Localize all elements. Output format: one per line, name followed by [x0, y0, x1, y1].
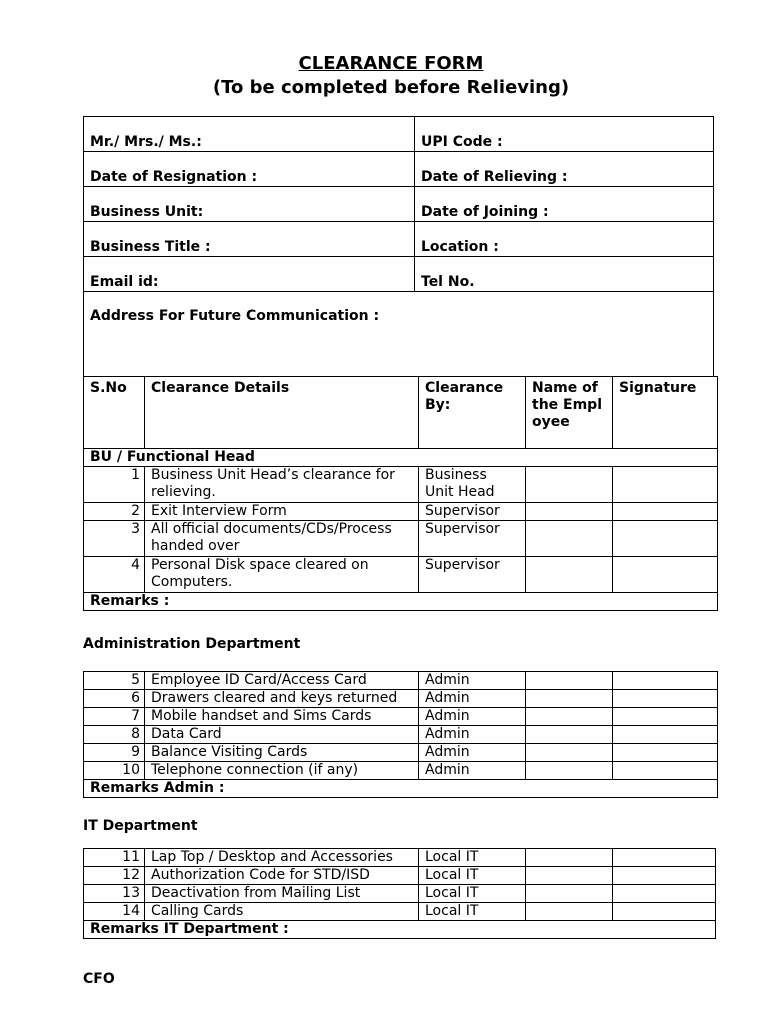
- clearance-by: Local IT: [419, 903, 526, 921]
- col-employee-name: Name of the Employee: [526, 377, 613, 449]
- clearance-by: Local IT: [419, 849, 526, 867]
- clearance-detail: Deactivation from Mailing List: [145, 885, 419, 903]
- admin-clearance-table: [83, 671, 718, 798]
- clearance-by: Admin: [419, 762, 526, 780]
- clearance-by: Local IT: [419, 885, 526, 903]
- col-sno: S.No: [84, 377, 145, 449]
- table-row: [84, 467, 718, 503]
- clearance-detail: Balance Visiting Cards: [145, 744, 419, 762]
- row-number: 6: [84, 690, 145, 708]
- employee-info-table: [83, 116, 714, 377]
- col-clearance-details: Clearance Details: [145, 377, 419, 449]
- clearance-detail: Lap Top / Desktop and Accessories: [145, 849, 419, 867]
- row-number: 2: [84, 503, 145, 521]
- clearance-by: Supervisor: [419, 503, 526, 521]
- employee-name-cell[interactable]: [526, 521, 613, 557]
- clearance-by: Admin: [419, 690, 526, 708]
- table-row: [84, 885, 716, 903]
- row-number: 11: [84, 849, 145, 867]
- employee-name-cell[interactable]: [526, 467, 613, 503]
- clearance-by: Supervisor: [419, 557, 526, 593]
- clearance-detail: Business Unit Head’s clearance for relieving.: [145, 467, 419, 503]
- employee-name-cell[interactable]: [526, 672, 613, 690]
- signature-cell[interactable]: [613, 867, 716, 885]
- table-row: [84, 672, 718, 690]
- info-row: [84, 222, 714, 257]
- clearance-detail: Authorization Code for STD/ISD: [145, 867, 419, 885]
- table-row: [84, 762, 718, 780]
- remarks-admin-field[interactable]: Remarks Admin :: [84, 780, 718, 798]
- row-number: 8: [84, 726, 145, 744]
- date-of-joining-field[interactable]: Date of Joining :: [415, 187, 714, 222]
- address-field[interactable]: Address For Future Communication :: [84, 292, 714, 377]
- col-signature: Signature: [613, 377, 718, 449]
- employee-name-cell[interactable]: [526, 849, 613, 867]
- clearance-detail: Personal Disk space cleared on Computers.: [145, 557, 419, 593]
- clearance-detail: Mobile handset and Sims Cards: [145, 708, 419, 726]
- col-clearance-by: Clearance By:: [419, 377, 526, 449]
- employee-name-cell[interactable]: [526, 885, 613, 903]
- remarks-row: [84, 921, 716, 939]
- table-row: [84, 557, 718, 593]
- clearance-by: Business Unit Head: [419, 467, 526, 503]
- employee-name-cell[interactable]: [526, 690, 613, 708]
- business-unit-field[interactable]: Business Unit:: [84, 187, 415, 222]
- email-field[interactable]: Email id:: [84, 257, 415, 292]
- table-row: [84, 521, 718, 557]
- date-of-resignation-field[interactable]: Date of Resignation :: [84, 152, 415, 187]
- employee-name-cell[interactable]: [526, 557, 613, 593]
- date-of-relieving-field[interactable]: Date of Relieving :: [415, 152, 714, 187]
- signature-cell[interactable]: [613, 885, 716, 903]
- section-header-row: [84, 449, 718, 467]
- it-clearance-table: [83, 848, 716, 939]
- row-number: 3: [84, 521, 145, 557]
- employee-name-cell[interactable]: [526, 726, 613, 744]
- table-row: [84, 726, 718, 744]
- section-title: BU / Functional Head: [84, 449, 718, 467]
- employee-name-cell[interactable]: [526, 762, 613, 780]
- clearance-by: Admin: [419, 726, 526, 744]
- section-heading: Administration Department: [83, 636, 301, 652]
- row-number: 10: [84, 762, 145, 780]
- row-number: 7: [84, 708, 145, 726]
- table-row: [84, 849, 716, 867]
- business-title-field[interactable]: Business Title :: [84, 222, 415, 257]
- remarks-row: [84, 593, 718, 611]
- row-number: 5: [84, 672, 145, 690]
- section-heading: IT Department: [83, 818, 198, 834]
- table-row: [84, 867, 716, 885]
- signature-cell[interactable]: [613, 849, 716, 867]
- clearance-detail: All official documents/CDs/Process handed over: [145, 521, 419, 557]
- signature-cell[interactable]: [613, 744, 718, 762]
- table-row: [84, 903, 716, 921]
- clearance-detail: Drawers cleared and keys returned: [145, 690, 419, 708]
- info-row: [84, 117, 714, 152]
- remarks-it-field[interactable]: Remarks IT Department :: [84, 921, 716, 939]
- signature-cell[interactable]: [613, 521, 718, 557]
- remarks-row: [84, 780, 718, 798]
- form-title: CLEARANCE FORM: [298, 53, 484, 74]
- row-number: 14: [84, 903, 145, 921]
- signature-cell[interactable]: [613, 557, 718, 593]
- row-number: 13: [84, 885, 145, 903]
- clearance-detail: Employee ID Card/Access Card: [145, 672, 419, 690]
- signature-cell[interactable]: [613, 762, 718, 780]
- clearance-by: Local IT: [419, 867, 526, 885]
- remarks-field[interactable]: Remarks :: [84, 593, 718, 611]
- signature-cell[interactable]: [613, 503, 718, 521]
- employee-name-cell[interactable]: [526, 708, 613, 726]
- info-row: [84, 152, 714, 187]
- table-row: [84, 708, 718, 726]
- signature-cell[interactable]: [613, 903, 716, 921]
- signature-cell[interactable]: [613, 708, 718, 726]
- employee-name-cell[interactable]: [526, 744, 613, 762]
- row-number: 4: [84, 557, 145, 593]
- table-row: [84, 503, 718, 521]
- signature-cell[interactable]: [613, 690, 718, 708]
- info-row: [84, 257, 714, 292]
- employee-name-cell[interactable]: [526, 503, 613, 521]
- clearance-by: Supervisor: [419, 521, 526, 557]
- tel-no-field[interactable]: Tel No.: [415, 257, 714, 292]
- info-row: [84, 292, 714, 377]
- table-row: [84, 690, 718, 708]
- location-field[interactable]: Location :: [415, 222, 714, 257]
- salutation-field[interactable]: Mr./ Mrs./ Ms.:: [84, 117, 415, 152]
- clearance-detail: Exit Interview Form: [145, 503, 419, 521]
- row-number: 12: [84, 867, 145, 885]
- clearance-detail: Telephone connection (if any): [145, 762, 419, 780]
- clearance-detail: Data Card: [145, 726, 419, 744]
- employee-name-cell[interactable]: [526, 903, 613, 921]
- info-row: [84, 187, 714, 222]
- clearance-detail: Calling Cards: [145, 903, 419, 921]
- table-row: [84, 744, 718, 762]
- clearance-by: Admin: [419, 708, 526, 726]
- signature-cell[interactable]: [613, 726, 718, 744]
- clearance-by: Admin: [419, 672, 526, 690]
- employee-name-cell[interactable]: [526, 867, 613, 885]
- table-header-row: [84, 377, 718, 449]
- signature-cell[interactable]: [613, 467, 718, 503]
- clearance-by: Admin: [419, 744, 526, 762]
- row-number: 1: [84, 467, 145, 503]
- signature-cell[interactable]: [613, 672, 718, 690]
- bu-clearance-table: [83, 376, 718, 611]
- upi-code-field[interactable]: UPI Code :: [415, 117, 714, 152]
- cfo-label: CFO: [83, 971, 115, 987]
- row-number: 9: [84, 744, 145, 762]
- form-subtitle: (To be completed before Relieving): [212, 77, 570, 98]
